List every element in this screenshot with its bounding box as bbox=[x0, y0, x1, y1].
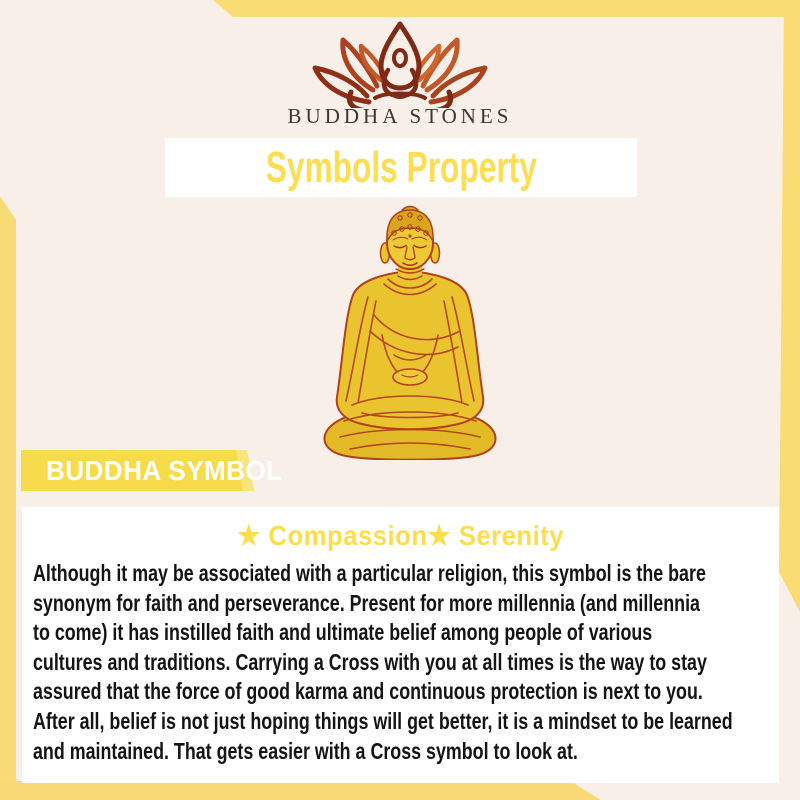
description-paragraph bbox=[33, 559, 733, 766]
section-ribbon bbox=[0, 450, 283, 491]
brand-name: BUDDHA STONES bbox=[287, 104, 513, 128]
lotus-logo-icon bbox=[285, 18, 515, 108]
frame-bottom-strip bbox=[0, 781, 601, 800]
description-line: cultures and traditions. Carrying a Cross with you at all times is the way to stay bbox=[33, 648, 707, 675]
description-line: assured that the force of good karma and continuous protection is next to you. bbox=[33, 678, 703, 705]
description-line: and maintained. That gets easier with a Cross symbol to look at. bbox=[33, 737, 578, 764]
frame-right-strip bbox=[779, 0, 800, 612]
description-panel bbox=[22, 507, 779, 783]
title-banner bbox=[165, 138, 637, 197]
description-line: After all, belief is not just hoping things will get better, it is a mindset to be learned bbox=[33, 707, 733, 734]
frame-left-strip bbox=[0, 196, 16, 800]
tagline bbox=[22, 519, 779, 552]
description-line: Although it may be associated with a particular religion, this symbol is the bare bbox=[33, 560, 706, 586]
tagline-text: ★ Compassion★ Serenity bbox=[237, 520, 564, 551]
ribbon-label: BUDDHA SYMBOL bbox=[46, 455, 283, 486]
buddha-statue-illustration bbox=[310, 205, 510, 460]
description-line: to come) it has instilled faith and ultimate belief among people of various bbox=[33, 619, 653, 646]
frame-top-strip bbox=[213, 0, 800, 17]
description-line: synonym for faith and perseverance. Present for more millennia (and millennia bbox=[33, 589, 700, 616]
page-title: Symbols Property bbox=[265, 142, 537, 192]
